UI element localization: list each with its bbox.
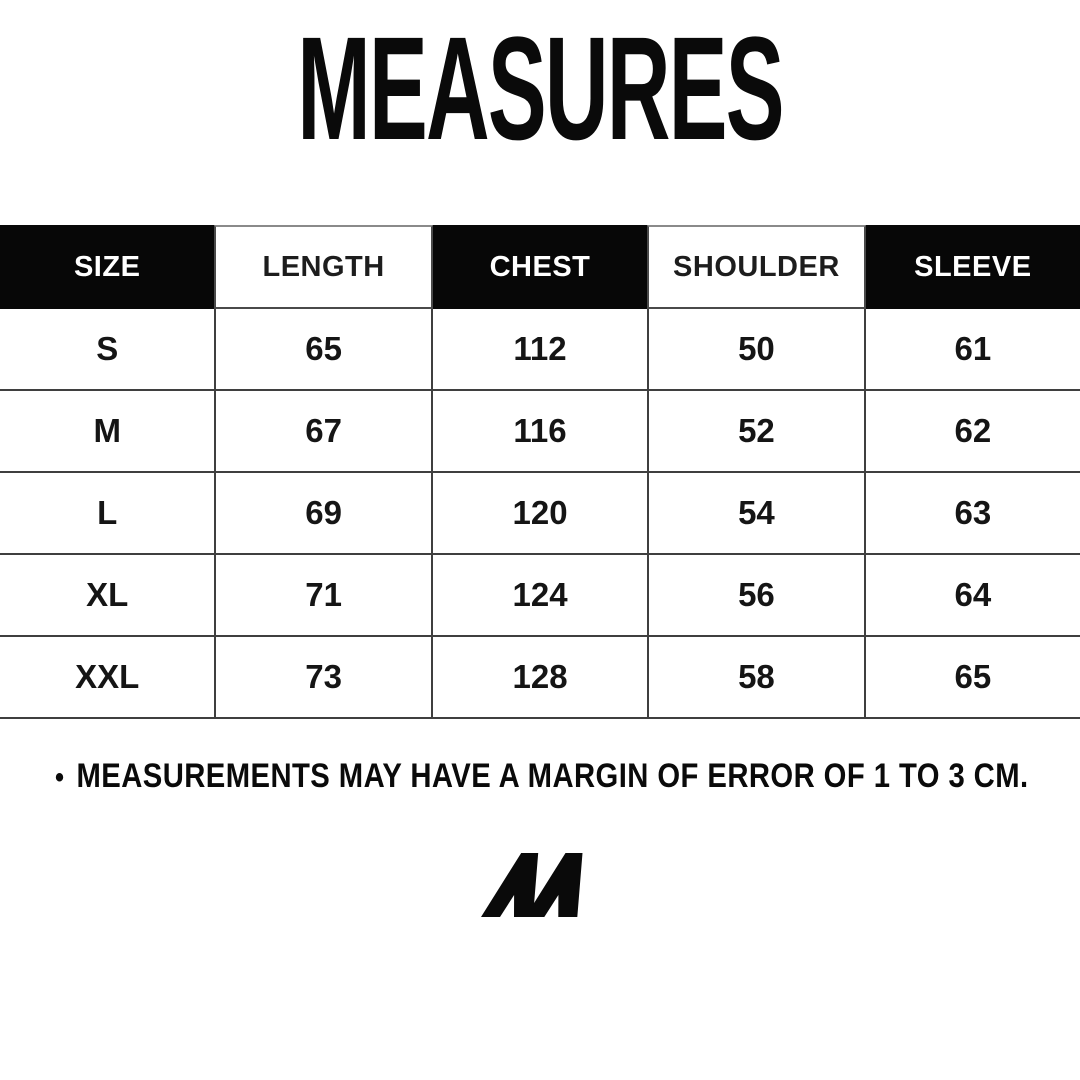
value-cell: 63 <box>954 494 992 531</box>
column-header-shoulder: SHOULDER <box>647 225 865 309</box>
value-cell: 116 <box>433 391 649 471</box>
value-cell: 64 <box>954 576 992 613</box>
value-cell: 62 <box>954 412 992 449</box>
size-cell: XL <box>0 555 216 635</box>
column-header-length: LENGTH <box>214 225 432 309</box>
value-cell: 128 <box>433 637 649 717</box>
value-cell: 112 <box>433 309 649 389</box>
page-title: MEASURES <box>297 7 783 171</box>
value-cell: 54 <box>649 473 865 553</box>
measures-table <box>0 225 1080 719</box>
table-row <box>0 309 1080 391</box>
value-cell: 73 <box>216 637 432 717</box>
disclaimer-note <box>55 759 1029 793</box>
value-cell: 65 <box>954 658 992 695</box>
table-header-row <box>0 225 1080 309</box>
size-cell: XXL <box>0 637 216 717</box>
aa-brand-logo <box>481 852 599 918</box>
table-row <box>0 473 1080 555</box>
value-cell: 124 <box>433 555 649 635</box>
value-cell: 61 <box>954 330 992 367</box>
aa-logo-icon <box>481 852 599 918</box>
value-cell: 71 <box>216 555 432 635</box>
column-header-chest: CHEST <box>433 225 647 309</box>
size-cell: M <box>0 391 216 471</box>
value-cell: 58 <box>649 637 865 717</box>
value-cell: 52 <box>649 391 865 471</box>
value-cell: 50 <box>649 309 865 389</box>
value-cell: 56 <box>649 555 865 635</box>
table-row <box>0 555 1080 637</box>
table-row <box>0 391 1080 473</box>
value-cell: 65 <box>216 309 432 389</box>
value-cell: 67 <box>216 391 432 471</box>
size-cell: L <box>0 473 216 553</box>
disclaimer-text: MEASUREMENTS MAY HAVE A MARGIN OF ERROR OF 1 TO 3 CM. <box>76 757 1029 795</box>
bullet-icon: • <box>55 761 65 794</box>
column-header-size: SIZE <box>0 225 214 309</box>
table-row <box>0 637 1080 719</box>
value-cell: 120 <box>433 473 649 553</box>
column-header-sleeve: SLEEVE <box>866 225 1080 309</box>
value-cell: 69 <box>216 473 432 553</box>
size-cell: S <box>0 309 216 389</box>
